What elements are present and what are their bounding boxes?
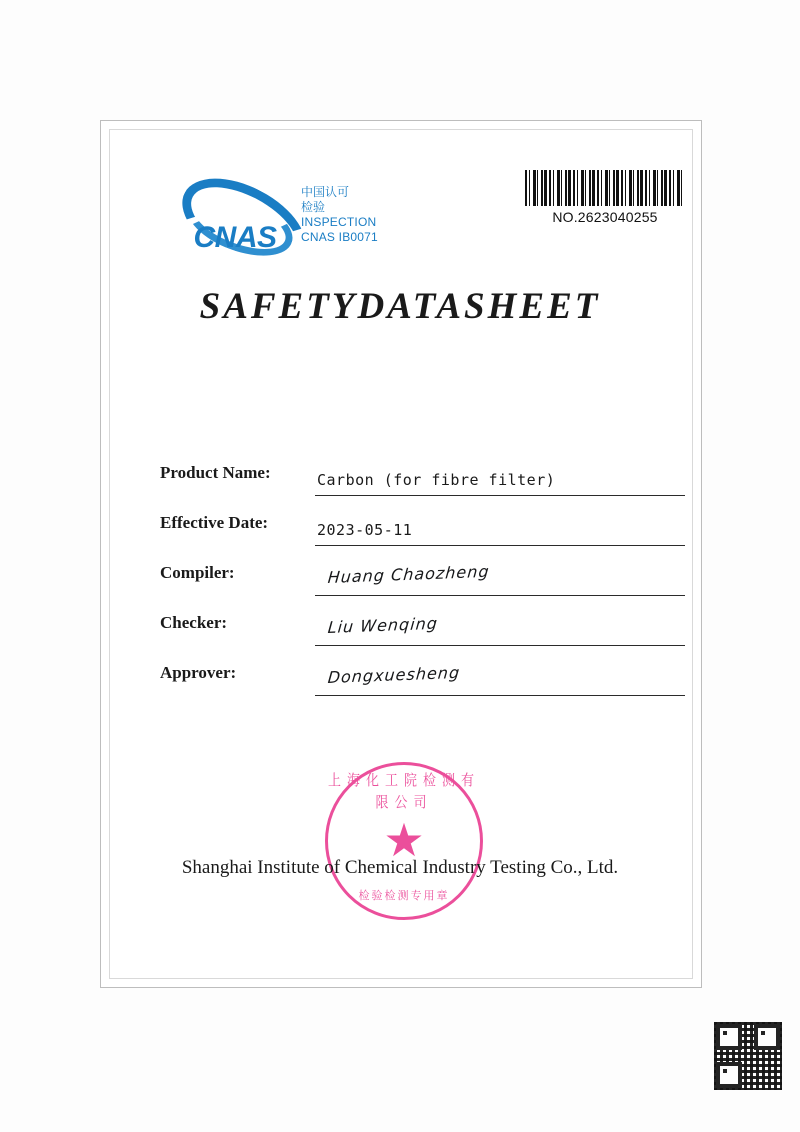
cnas-accreditation-number: CNAS IB0071 xyxy=(301,230,378,244)
field-underline-checker xyxy=(315,605,685,646)
cnas-logo xyxy=(175,185,415,270)
field-underline-approver xyxy=(315,655,685,696)
field-row-approver xyxy=(160,655,685,705)
field-row-product-name xyxy=(160,455,685,505)
barcode-icon xyxy=(525,170,685,206)
field-underline-product-name xyxy=(315,455,685,496)
field-list xyxy=(160,455,685,705)
field-row-compiler xyxy=(160,555,685,605)
cnas-mark-icon xyxy=(175,187,295,267)
qr-eye-top-left xyxy=(716,1024,742,1050)
field-label-compiler: Compiler: xyxy=(160,563,235,582)
qr-code-icon xyxy=(714,1022,782,1090)
stamp-bottom-text: 检验检测专用章 xyxy=(358,889,450,902)
barcode-block xyxy=(525,170,685,225)
field-row-checker xyxy=(160,605,685,655)
qr-eye-bottom-left xyxy=(716,1062,742,1088)
cnas-wordmark: CNAS xyxy=(193,221,277,254)
stamp-top-text: 上海化工院检测有限公司 xyxy=(328,772,481,812)
field-label-checker: Checker: xyxy=(160,613,228,632)
field-label-approver: Approver: xyxy=(160,663,237,682)
field-label-product-name: Product Name: xyxy=(160,463,271,482)
cnas-cn-line-2: 检验 xyxy=(301,200,326,214)
field-underline-effective-date xyxy=(315,505,685,546)
cnas-cn-line-1: 中国认可 xyxy=(301,185,350,199)
field-underline-compiler xyxy=(315,555,685,596)
cnas-text-block xyxy=(301,185,421,245)
field-value-checker-signature: Liu Wenqing xyxy=(327,613,439,637)
field-value-compiler-signature: Huang Chaozheng xyxy=(327,561,491,587)
qr-eye-top-right xyxy=(754,1024,780,1050)
field-value-approver-signature: Dongxuesheng xyxy=(327,662,461,687)
field-label-effective-date: Effective Date: xyxy=(160,513,269,532)
field-row-effective-date xyxy=(160,505,685,555)
cnas-en-inspection: INSPECTION xyxy=(301,215,377,229)
barcode-number: NO.2623040255 xyxy=(552,209,658,225)
company-name: Shanghai Institute of Chemical Industry Testing Co., Ltd. xyxy=(181,857,619,878)
official-stamp: 上海化工院检测有限公司 ★ 检验检测专用章 xyxy=(325,762,483,920)
page-title: SAFETYDATASHEET xyxy=(199,286,601,327)
field-value-effective-date: 2023-05-11 xyxy=(317,521,413,539)
field-value-product-name: Carbon (for fibre filter) xyxy=(317,471,556,489)
